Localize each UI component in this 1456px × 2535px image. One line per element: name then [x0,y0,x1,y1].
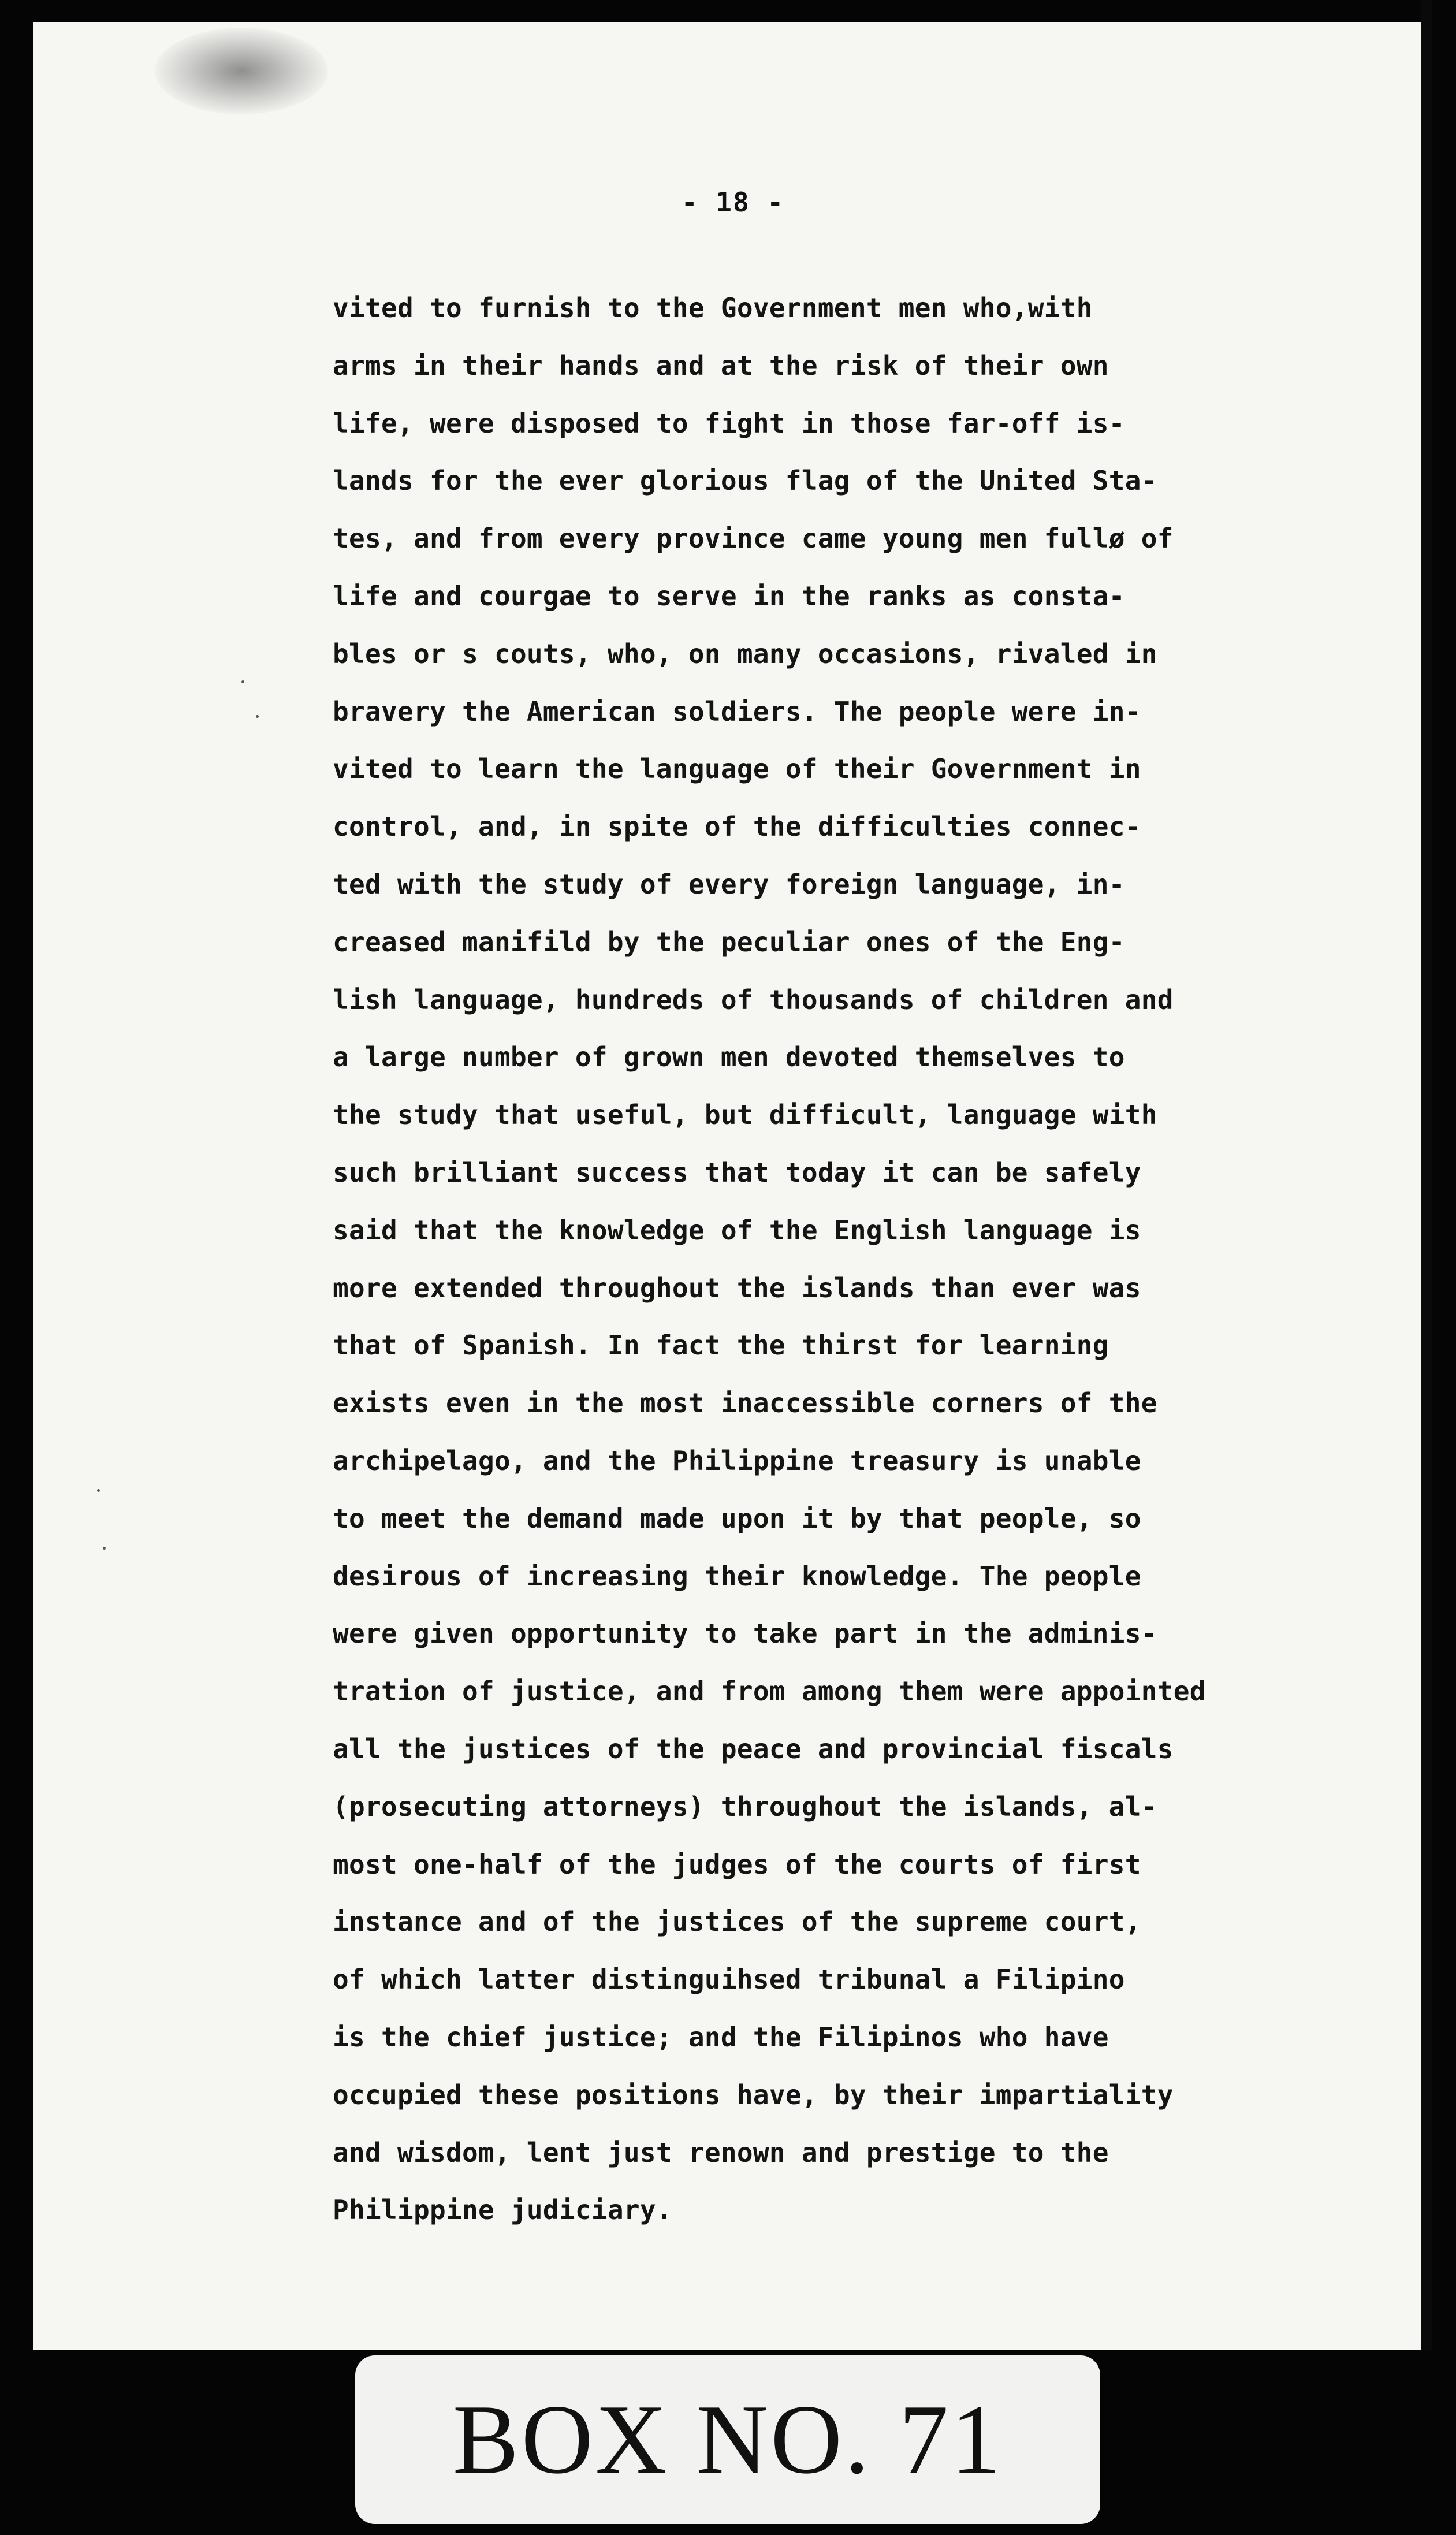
text-line: more extended throughout the islands than ever was [333,1272,1141,1304]
text-line: Philippine judiciary. [333,2194,672,2226]
text-line: tration of justice, and from among them were appointed [333,1676,1206,1707]
text-line: tes, and from every province came young men fullø of [333,523,1174,554]
text-line: archipelago, and the Philippine treasury is unable [333,1445,1141,1476]
page-number: - 18 - [681,187,785,218]
text-line: occupied these positions have, by their impartiality [333,2079,1174,2110]
document-page [33,22,1432,2350]
text-line: bles or s couts, who, on many occasions, rivaled in [333,638,1157,669]
text-line: and wisdom, lent just renown and prestige to the [333,2136,1109,2168]
body-text [333,291,1326,2250]
text-line: ted with the study of every foreign language, in- [333,868,1125,900]
box-label: BOX NO. 71 [452,2384,1003,2495]
text-line: of which latter distinguihsed tribunal a Filipino [333,1964,1125,1996]
text-line: life and courgae to serve in the ranks as consta- [333,580,1125,612]
paper-speck [241,680,244,683]
text-line: is the chief justice; and the Filipinos who have [333,2021,1109,2053]
text-line: vited to learn the language of their Government in [333,753,1141,785]
text-line: such brilliant success that today it can be safely [333,1156,1141,1188]
paper-speck [97,1489,100,1492]
text-line: most one-half of the judges of the courts of first [333,1848,1141,1880]
text-line: arms in their hands and at the risk of their own [333,349,1109,381]
text-line: the study that useful, but difficult, language with [333,1099,1157,1131]
text-line: said that the knowledge of the English language is [333,1214,1141,1246]
text-line: control, and, in spite of the difficulties connec- [333,811,1141,843]
text-line: (prosecuting attorneys) throughout the islands, al- [333,1790,1157,1822]
text-line: exists even in the most inaccessible corners of the [333,1387,1157,1419]
text-line: life, were disposed to fight in those far-off is- [333,407,1125,439]
text-line: lands for the ever glorious flag of the United Sta- [333,465,1157,497]
text-line: were given opportunity to take part in the adminis- [333,1618,1157,1650]
box-label-plate [355,2355,1100,2524]
text-line: to meet the demand made upon it by that people, so [333,1502,1141,1534]
text-line: instance and of the justices of the supreme court, [333,1906,1141,1938]
text-line: vited to furnish to the Government men who,with [333,292,1093,323]
text-line: bravery the American soldiers. The people were in- [333,695,1141,727]
text-line: a large number of grown men devoted themselves to [333,1041,1125,1073]
text-line: creased manifild by the peculiar ones of the Eng- [333,926,1125,958]
paper-speck [103,1547,106,1550]
paper-speck [256,715,259,718]
text-line: all the justices of the peace and provincial fiscals [333,1733,1174,1765]
text-line: desirous of increasing their knowledge. The people [333,1560,1141,1592]
text-line: lish language, hundreds of thousands of children and [333,984,1174,1015]
page-edge-shadow [1421,0,1432,2350]
text-line: that of Spanish. In fact the thirst for learning [333,1330,1109,1361]
ink-smudge [155,28,328,114]
